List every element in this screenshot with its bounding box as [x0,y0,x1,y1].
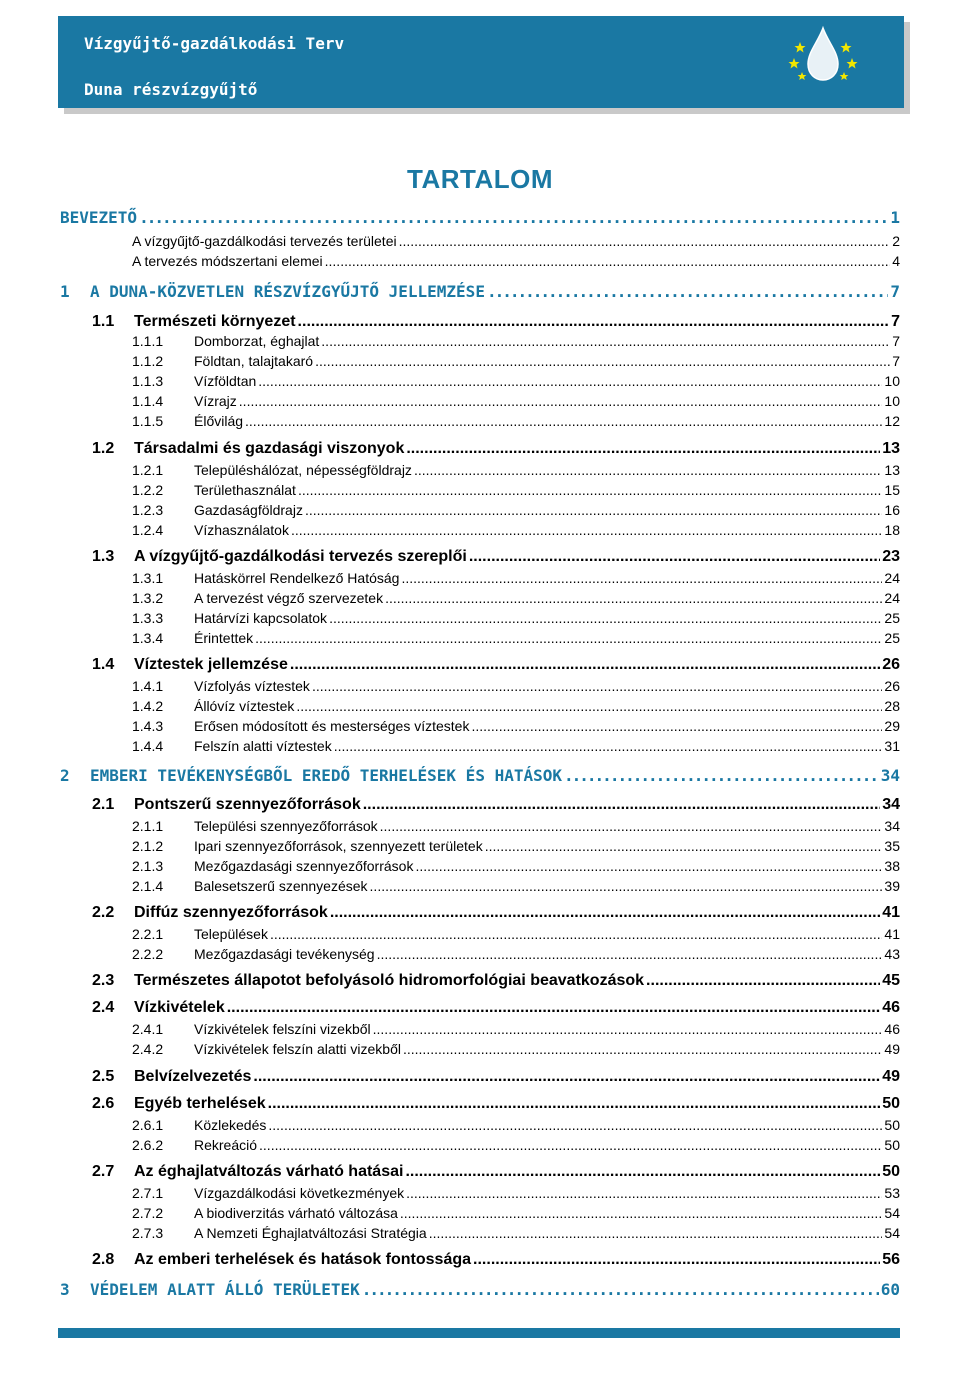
toc-entry[interactable] [92,1163,900,1181]
toc-dot-leader [487,282,888,301]
toc-entry-number: 2.6.2 [132,1137,164,1153]
toc-entry-page: 1 [890,208,900,227]
toc-dot-leader [471,718,882,734]
toc-entry[interactable] [132,1205,900,1221]
toc-entry[interactable] [92,440,900,458]
toc-entry-number: 2.1.4 [132,878,164,894]
toc-entry-label: Települések [194,926,268,942]
toc-entry[interactable] [132,630,900,646]
toc-entry-page: 60 [880,1280,900,1299]
toc-entry-page: 7 [892,333,900,349]
toc-entry-label: Víztestek jellemzése [134,656,288,673]
toc-entry-label: Állóvíz víztestek [194,698,295,714]
toc-dot-leader [485,838,883,854]
toc-entry[interactable] [132,858,900,874]
toc-entry-label: Ipari szennyezőforrások, szennyezett területek [194,838,483,854]
toc-dot-leader [415,858,882,874]
toc-entry-label: Vízkivételek [134,999,225,1016]
toc-dot-leader [325,253,891,269]
toc-entry-number: 1.2.2 [132,482,164,498]
toc-entry-page: 29 [884,718,900,734]
toc-dot-leader [406,1185,882,1201]
toc-dot-leader [298,482,882,498]
toc-entry-label: Gazdaságföldrajz [194,502,303,518]
toc-dot-leader [646,972,880,990]
toc-entry[interactable] [92,656,900,674]
toc-entry-page: 45 [882,972,900,989]
toc-entry-label: Mezőgazdasági tevékenység [194,946,375,962]
toc-entry-label: Vízkivételek felszíni vizekből [194,1021,371,1037]
toc-entry-label: A vízgyűjtő-gazdálkodási tervezés területei [132,233,397,249]
toc-entry[interactable] [132,413,900,429]
toc-entry-label: Pontszerű szennyezőforrások [134,796,361,813]
toc-entry[interactable] [132,373,900,389]
toc-entry-label: Egyéb terhelések [134,1095,266,1112]
toc-entry-label: Érintettek [194,630,254,646]
toc-entry[interactable] [60,282,900,301]
toc-entry-page: 34 [884,818,900,834]
toc-entry[interactable] [132,610,900,626]
toc-entry-page: 24 [884,570,900,586]
toc-dot-leader [315,353,890,369]
toc-entry-number: 2.4.2 [132,1041,164,1057]
toc-entry-label: A Nemzeti Éghajlatváltozási Stratégia [194,1225,427,1241]
toc-entry-page: 10 [884,373,900,389]
toc-entry-page: 10 [884,393,900,409]
toc-entry[interactable] [132,1137,900,1153]
toc-dot-leader [362,1280,879,1299]
toc-entry-page: 26 [882,656,900,673]
toc-entry-number: 1.1 [92,313,115,330]
toc-entry[interactable] [92,796,900,814]
toc-entry[interactable] [132,1225,900,1241]
toc-entry-number: 2.6 [92,1095,115,1112]
toc-entry-label: Hatáskörrel Rendelkező Hatóság [194,570,400,586]
toc-dot-leader [399,233,891,249]
toc-entry[interactable] [132,678,900,694]
toc-dot-leader [290,656,880,674]
toc-entry-page: 46 [882,999,900,1016]
toc-entry[interactable] [92,1068,900,1086]
toc-entry-number: 2.2.1 [132,926,164,942]
toc-entry-number: 2 [60,766,70,785]
toc-entry[interactable] [132,718,900,734]
toc-dot-leader [405,1163,880,1181]
toc-entry-label: VÉDELEM ALATT ÁLLÓ TERÜLETEK [90,1280,360,1299]
toc-entry-number: 2.1.1 [132,818,164,834]
toc-entry[interactable] [132,522,900,538]
toc-dot-leader [370,878,883,894]
toc-entry-number: 1.2.4 [132,522,164,538]
toc-entry-label: Élővilág [194,413,244,429]
toc-entry-label: Diffúz szennyezőforrások [134,904,328,921]
toc-entry[interactable] [132,946,900,962]
toc-dot-leader [291,522,882,538]
toc-entry-page: 7 [890,282,900,301]
toc-entry-number: 2.1.3 [132,858,164,874]
toc-dot-leader [564,766,879,785]
toc-entry-number: 1 [60,282,70,301]
toc-dot-leader [406,440,880,458]
toc-entry[interactable] [132,253,900,269]
toc-entry[interactable] [132,502,900,518]
toc-entry-label: Települési szennyezőforrások [194,818,378,834]
toc-entry-page: 41 [884,926,900,942]
toc-entry-number: 1.3 [92,548,115,565]
toc-dot-leader [227,999,880,1017]
toc-dot-leader [312,678,882,694]
toc-entry[interactable] [60,208,900,227]
toc-entry-label: Felszín alatti víztestek [194,738,332,754]
toc-dot-leader [268,1095,881,1113]
toc-entry-page: 53 [884,1185,900,1201]
toc-entry[interactable] [132,698,900,714]
toc-dot-leader [380,818,883,834]
toc-entry-label: A DUNA-KÖZVETLEN RÉSZVÍZGYŰJTŐ JELLEMZÉSE [90,282,485,301]
toc-entry-page: 56 [882,1251,900,1268]
toc-entry-page: 38 [884,858,900,874]
toc-dot-leader [377,946,883,962]
toc-dot-leader [385,590,882,606]
toc-dot-leader [298,313,890,331]
toc-entry-page: 23 [882,548,900,565]
toc-entry-label: Erősen módosított és mesterséges víztestek [194,718,470,734]
eu-water-drop-logo-icon [780,22,866,86]
toc-entry-label: Vízkivételek felszín alatti vizekből [194,1041,401,1057]
toc-dot-leader [268,1117,882,1133]
toc-entry-page: 31 [884,738,900,754]
toc-entry-number: 1.3.2 [132,590,164,606]
toc-entry-label: Mezőgazdasági szennyezőforrások [194,858,414,874]
toc-entry-number: 1.1.3 [132,373,164,389]
toc-entry-label: Vízhasználatok [194,522,289,538]
toc-entry-label: Belvízelvezetés [134,1068,252,1085]
toc-entry-page: 15 [884,482,900,498]
toc-entry-page: 34 [882,796,900,813]
toc-entry-number: 1.3.3 [132,610,164,626]
toc-entry-label: Vízföldtan [194,373,257,389]
toc-dot-leader [270,926,882,942]
toc-entry-number: 3 [60,1280,70,1299]
toc-entry-number: 1.4.3 [132,718,164,734]
toc-entry-number: 1.1.2 [132,353,164,369]
toc-entry-number: 1.2 [92,440,115,457]
toc-entry-label: Domborzat, éghajlat [194,333,320,349]
toc-entry[interactable] [92,972,900,990]
toc-dot-leader [473,1251,880,1269]
toc-dot-leader [403,1041,882,1057]
toc-entry-page: 7 [892,353,900,369]
toc-title: TARTALOM [407,164,553,194]
toc-entry[interactable] [132,482,900,498]
toc-entry-number: 2.7.1 [132,1185,164,1201]
toc-entry[interactable] [132,570,900,586]
toc-entry-number: 1.2.1 [132,462,164,478]
toc-entry-number: 2.8 [92,1251,115,1268]
toc-dot-leader [255,630,882,646]
toc-entry[interactable] [132,353,900,369]
toc-entry-page: 26 [884,678,900,694]
toc-entry-label: Földtan, talajtakaró [194,353,314,369]
toc-entry-label: Határvízi kapcsolatok [194,610,328,626]
toc-entry-page: 25 [884,610,900,626]
toc-entry-number: 1.2.3 [132,502,164,518]
toc-dot-leader [258,373,882,389]
toc-entry-page: 50 [884,1117,900,1133]
toc-dot-leader [334,738,883,754]
toc-entry-label: Vízfolyás víztestek [194,678,310,694]
toc-dot-leader [469,548,880,566]
toc-entry[interactable] [132,878,900,894]
toc-entry[interactable] [132,1185,900,1201]
toc-entry-page: 50 [884,1137,900,1153]
toc-entry[interactable] [132,233,900,249]
toc-entry-page: 2 [892,233,900,249]
toc-entry-number: 2.7.2 [132,1205,164,1221]
toc-entry-number: 2.2 [92,904,115,921]
toc-entry-label: Természetes állapotot befolyásoló hidromorfológiai beavatkozások [134,972,645,989]
toc-entry-page: 16 [884,502,900,518]
toc-entry[interactable] [92,313,900,331]
toc-dot-leader [239,393,883,409]
toc-dot-leader [139,208,888,227]
toc-entry[interactable] [132,462,900,478]
toc-entry-page: 25 [884,630,900,646]
toc-dot-leader [296,698,882,714]
toc-entry-label: Természeti környezet [134,313,296,330]
toc-entry-page: 50 [882,1163,900,1180]
toc-dot-leader [245,413,882,429]
toc-entry-page: 18 [884,522,900,538]
toc-entry-number: 1.4.1 [132,678,164,694]
toc-entry-number: 2.6.1 [132,1117,164,1133]
header-subtitle: Duna részvízgyűjtő [84,80,258,99]
toc-entry-page: 43 [884,946,900,962]
toc-entry[interactable] [132,1021,900,1037]
toc-entry-label: Az emberi terhelések és hatások fontossága [134,1251,472,1268]
toc-entry-page: 13 [884,462,900,478]
toc-entry-number: 1.1.4 [132,393,164,409]
toc-entry-number: 2.5 [92,1068,115,1085]
toc-entry-number: 1.3.4 [132,630,164,646]
toc-entry-number: 2.3 [92,972,115,989]
toc-entry-label: Közlekedés [194,1117,267,1133]
toc-entry-page: 54 [884,1225,900,1241]
toc-entry-page: 46 [884,1021,900,1037]
toc-entry-page: 7 [891,313,900,330]
toc-entry-number: 2.7 [92,1163,115,1180]
toc-dot-leader [330,904,880,922]
toc-entry[interactable] [92,1095,900,1113]
toc-entry[interactable] [60,1280,900,1299]
toc-entry-label: A tervezést végző szervezetek [194,590,384,606]
toc-entry-number: 2.4.1 [132,1021,164,1037]
toc-entry-page: 35 [884,838,900,854]
toc-dot-leader [414,462,882,478]
toc-entry-label: Az éghajlatváltozás várható hatásai [134,1163,404,1180]
toc-entry-number: 2.1.2 [132,838,164,854]
toc-entry-page: 49 [882,1068,900,1085]
toc-entry-number: 2.4 [92,999,115,1016]
document-header [58,16,904,108]
toc-entry-label: Rekreáció [194,1137,258,1153]
toc-entry[interactable] [60,766,900,785]
toc-entry-page: 4 [892,253,900,269]
toc-entry-page: 39 [884,878,900,894]
toc-dot-leader [363,796,880,814]
toc-entry-number: 1.1.1 [132,333,164,349]
toc-entry-number: 1.4 [92,656,115,673]
toc-entry-label: Társadalmi és gazdasági viszonyok [134,440,405,457]
toc-dot-leader [329,610,882,626]
toc-entry-page: 34 [880,766,900,785]
toc-entry[interactable] [92,1251,900,1269]
toc-dot-leader [253,1068,880,1086]
toc-dot-leader [400,1205,883,1221]
toc-entry[interactable] [92,999,900,1017]
toc-entry[interactable] [132,1117,900,1133]
toc-entry-label: Vízgazdálkodási következmények [194,1185,405,1201]
toc-entry[interactable] [132,838,900,854]
toc-entry-number: 2.2.2 [132,946,164,962]
toc-entry-page: 49 [884,1041,900,1057]
toc-entry[interactable] [132,926,900,942]
toc-entry-label: Területhasználat [194,482,296,498]
toc-entry-label: A biodiverzitás várható változása [194,1205,398,1221]
toc-dot-leader [305,502,882,518]
toc-entry-page: 28 [884,698,900,714]
toc-entry-page: 12 [884,413,900,429]
toc-entry[interactable] [132,590,900,606]
toc-entry-page: 13 [882,440,900,457]
toc-entry[interactable] [132,818,900,834]
toc-entry-page: 24 [884,590,900,606]
toc-dot-leader [373,1021,883,1037]
toc-entry-label: EMBERI TEVÉKENYSÉGBŐL EREDŐ TERHELÉSEK ÉS HATÁSOK [90,766,563,785]
toc-entry-label: Balesetszerű szennyezések [194,878,368,894]
toc-dot-leader [259,1137,882,1153]
toc-entry-label: A vízgyűjtő-gazdálkodási tervezés szereplői [134,548,467,565]
toc-entry[interactable] [132,738,900,754]
toc-entry-label: BEVEZETŐ [60,208,138,227]
toc-entry-page: 50 [882,1095,900,1112]
toc-entry-number: 1.4.2 [132,698,164,714]
toc-entry[interactable] [132,393,900,409]
toc-dot-leader [429,1225,883,1241]
toc-entry-label: A tervezés módszertani elemei [132,253,323,269]
toc-dot-leader [401,570,882,586]
toc-entry-number: 1.3.1 [132,570,164,586]
toc-entry-number: 2.1 [92,796,115,813]
toc-entry-number: 1.1.5 [132,413,164,429]
toc-entry-label: Vízrajz [194,393,237,409]
header-title: Vízgyűjtő-gazdálkodási Terv [84,34,345,53]
toc-entry-label: Településhálózat, népességföldrajz [194,462,412,478]
toc-entry-number: 2.7.3 [132,1225,164,1241]
toc-entry[interactable] [132,333,900,349]
toc-entry[interactable] [92,548,900,566]
footer-bar [58,1328,900,1338]
toc-entry[interactable] [132,1041,900,1057]
toc-entry-page: 41 [882,904,900,921]
toc-entry-page: 54 [884,1205,900,1221]
toc-dot-leader [321,333,890,349]
toc-entry[interactable] [92,904,900,922]
toc-entry-number: 1.4.4 [132,738,164,754]
